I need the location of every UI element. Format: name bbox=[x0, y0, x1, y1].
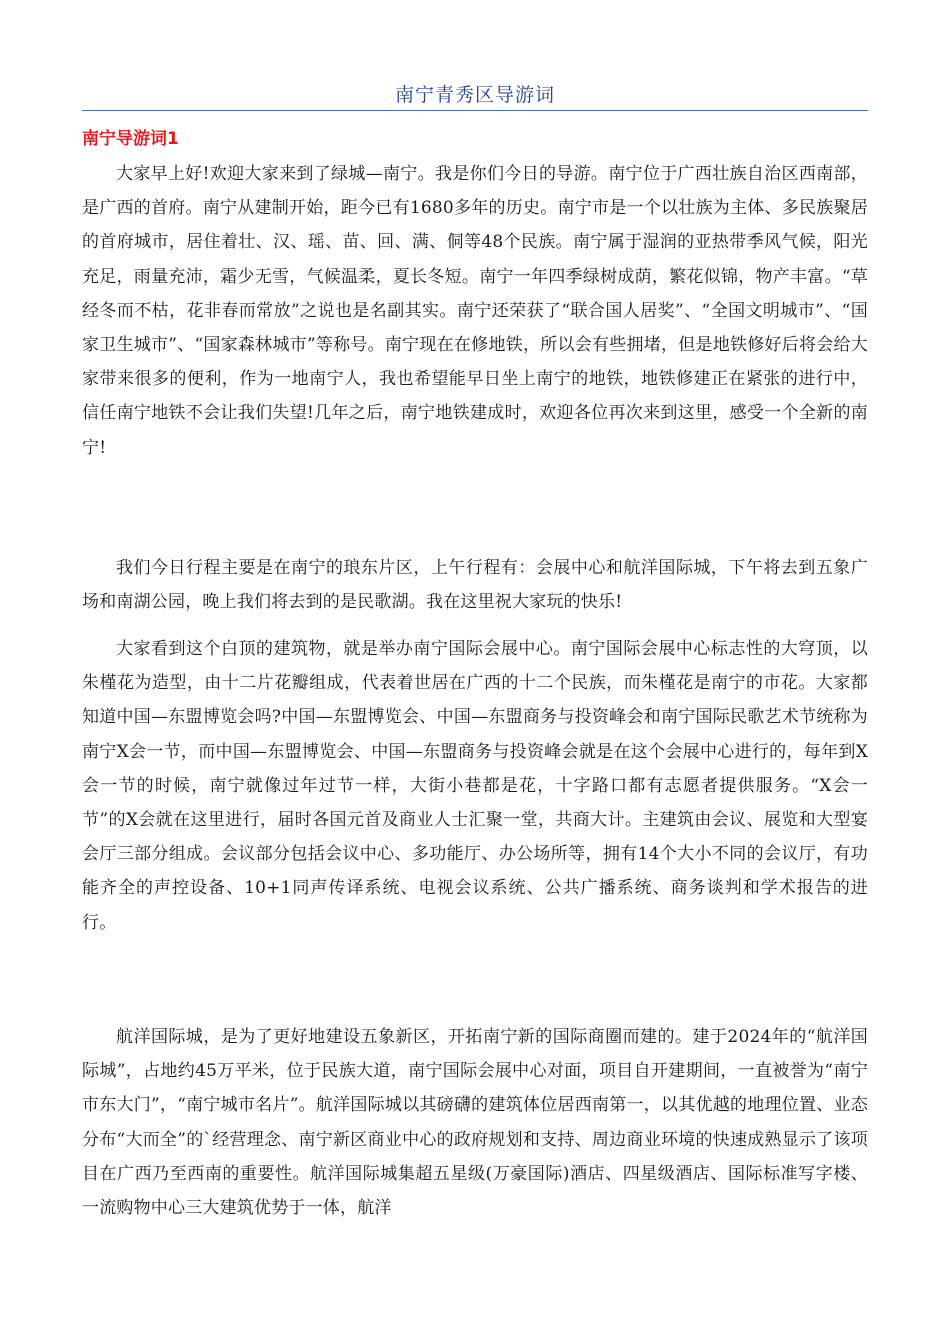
paragraph-welcome: 大家早上好!欢迎大家来到了绿城—南宁。我是你们今日的导游。南宁位于广西壮族自治区西南部，是广西的首府。南宁从建制开始，距今已有1680多年的历史。南宁市是一个以壮族为主体、多民族聚居的首府城市，居住着壮、汉、瑶、苗、回、满、侗等48个民族。南宁属于湿润的亚热带季风气候，阳光充足，雨量充沛，霜少无雪，气候温柔，夏长冬短。南宁一年四季绿树成荫，繁花似锦，物产丰富。“草经冬而不枯，花非春而常放”之说也是名副其实。南宁还荣获了“联合国人居奖”、“全国文明城市”、“国家卫生城市”、“国家森林城市”等称号。南宁现在在修地铁，所以会有些拥堵，但是地铁修好后将会给大家带来很多的便利，作为一地南宁人，我也希望能早日坐上南宁的地铁，地铁修建正在紧张的进行中，信任南宁地铁不会让我们失望!几年之后，南宁地铁建成时，欢迎各位再次来到这里，感受一个全新的南宁! bbox=[82, 164, 868, 458]
paragraph-hangyang-city: 航洋国际城，是为了更好地建设五象新区，开拓南宁新的国际商圈而建的。建于2024年的“航洋国际城”，占地约45万平米，位于民族大道，南宁国际会展中心对面，项目自开建期间，一直被誉为“南宁市东大门”，“南宁城市名片”。航洋国际城以其磅礴的建筑体位居西南第一，以其优越的地理位置、业态分布“大而全”的`经营理念、南宁新区商业中心的政府规划和支持、周边商业环境的快速成熟显示了该项目在广西乃至西南的重要性。航洋国际城集超五星级(万豪国际)酒店、四星级酒店、国际标准写字楼、一流购物中心三大建筑优势于一体，航洋 bbox=[82, 1027, 868, 1219]
page-header bbox=[82, 82, 868, 111]
section-heading: 南宁导游词1 bbox=[82, 129, 179, 149]
document-title: 南宁青秀区导游词 bbox=[394, 84, 555, 106]
paragraph-itinerary: 我们今日行程主要是在南宁的琅东片区，上午行程有：会展中心和航洋国际城，下午将去到五象广场和南湖公园，晚上我们将去到的是民歌湖。我在这里祝大家玩的快乐! bbox=[82, 558, 868, 613]
paragraph-exhibition-center: 大家看到这个白顶的建筑物，就是举办南宁国际会展中心。南宁国际会展中心标志性的大穹顶，以朱槿花为造型，由十二片花瓣组成，代表着世居在广西的十二个民族，而朱槿花是南宁的市花。大家都知道中国—东盟博览会吗?中国—东盟博览会、中国—东盟商务与投资峰会和南宁国际民歌艺术节统称为南宁X会一节，而中国—东盟博览会、中国—东盟商务与投资峰会就是在这个会展中心进行的，每年到X会一节的时候，南宁就像过年过节一样，大街小巷都是花，十字路口都有志愿者提供服务。“X会一节”的X会就在这里进行，届时各国元首及商业人士汇聚一堂，共商大计。主建筑由会议、展览和大型宴会厅三部分组成。会议部分包括会议中心、多功能厅、办公场所等，拥有14个大小不同的会议厅，有功能齐全的声控设备、10+1同声传译系统、电视会议系统、公共广播系统、商务谈判和学术报告的进行。 bbox=[82, 639, 868, 933]
